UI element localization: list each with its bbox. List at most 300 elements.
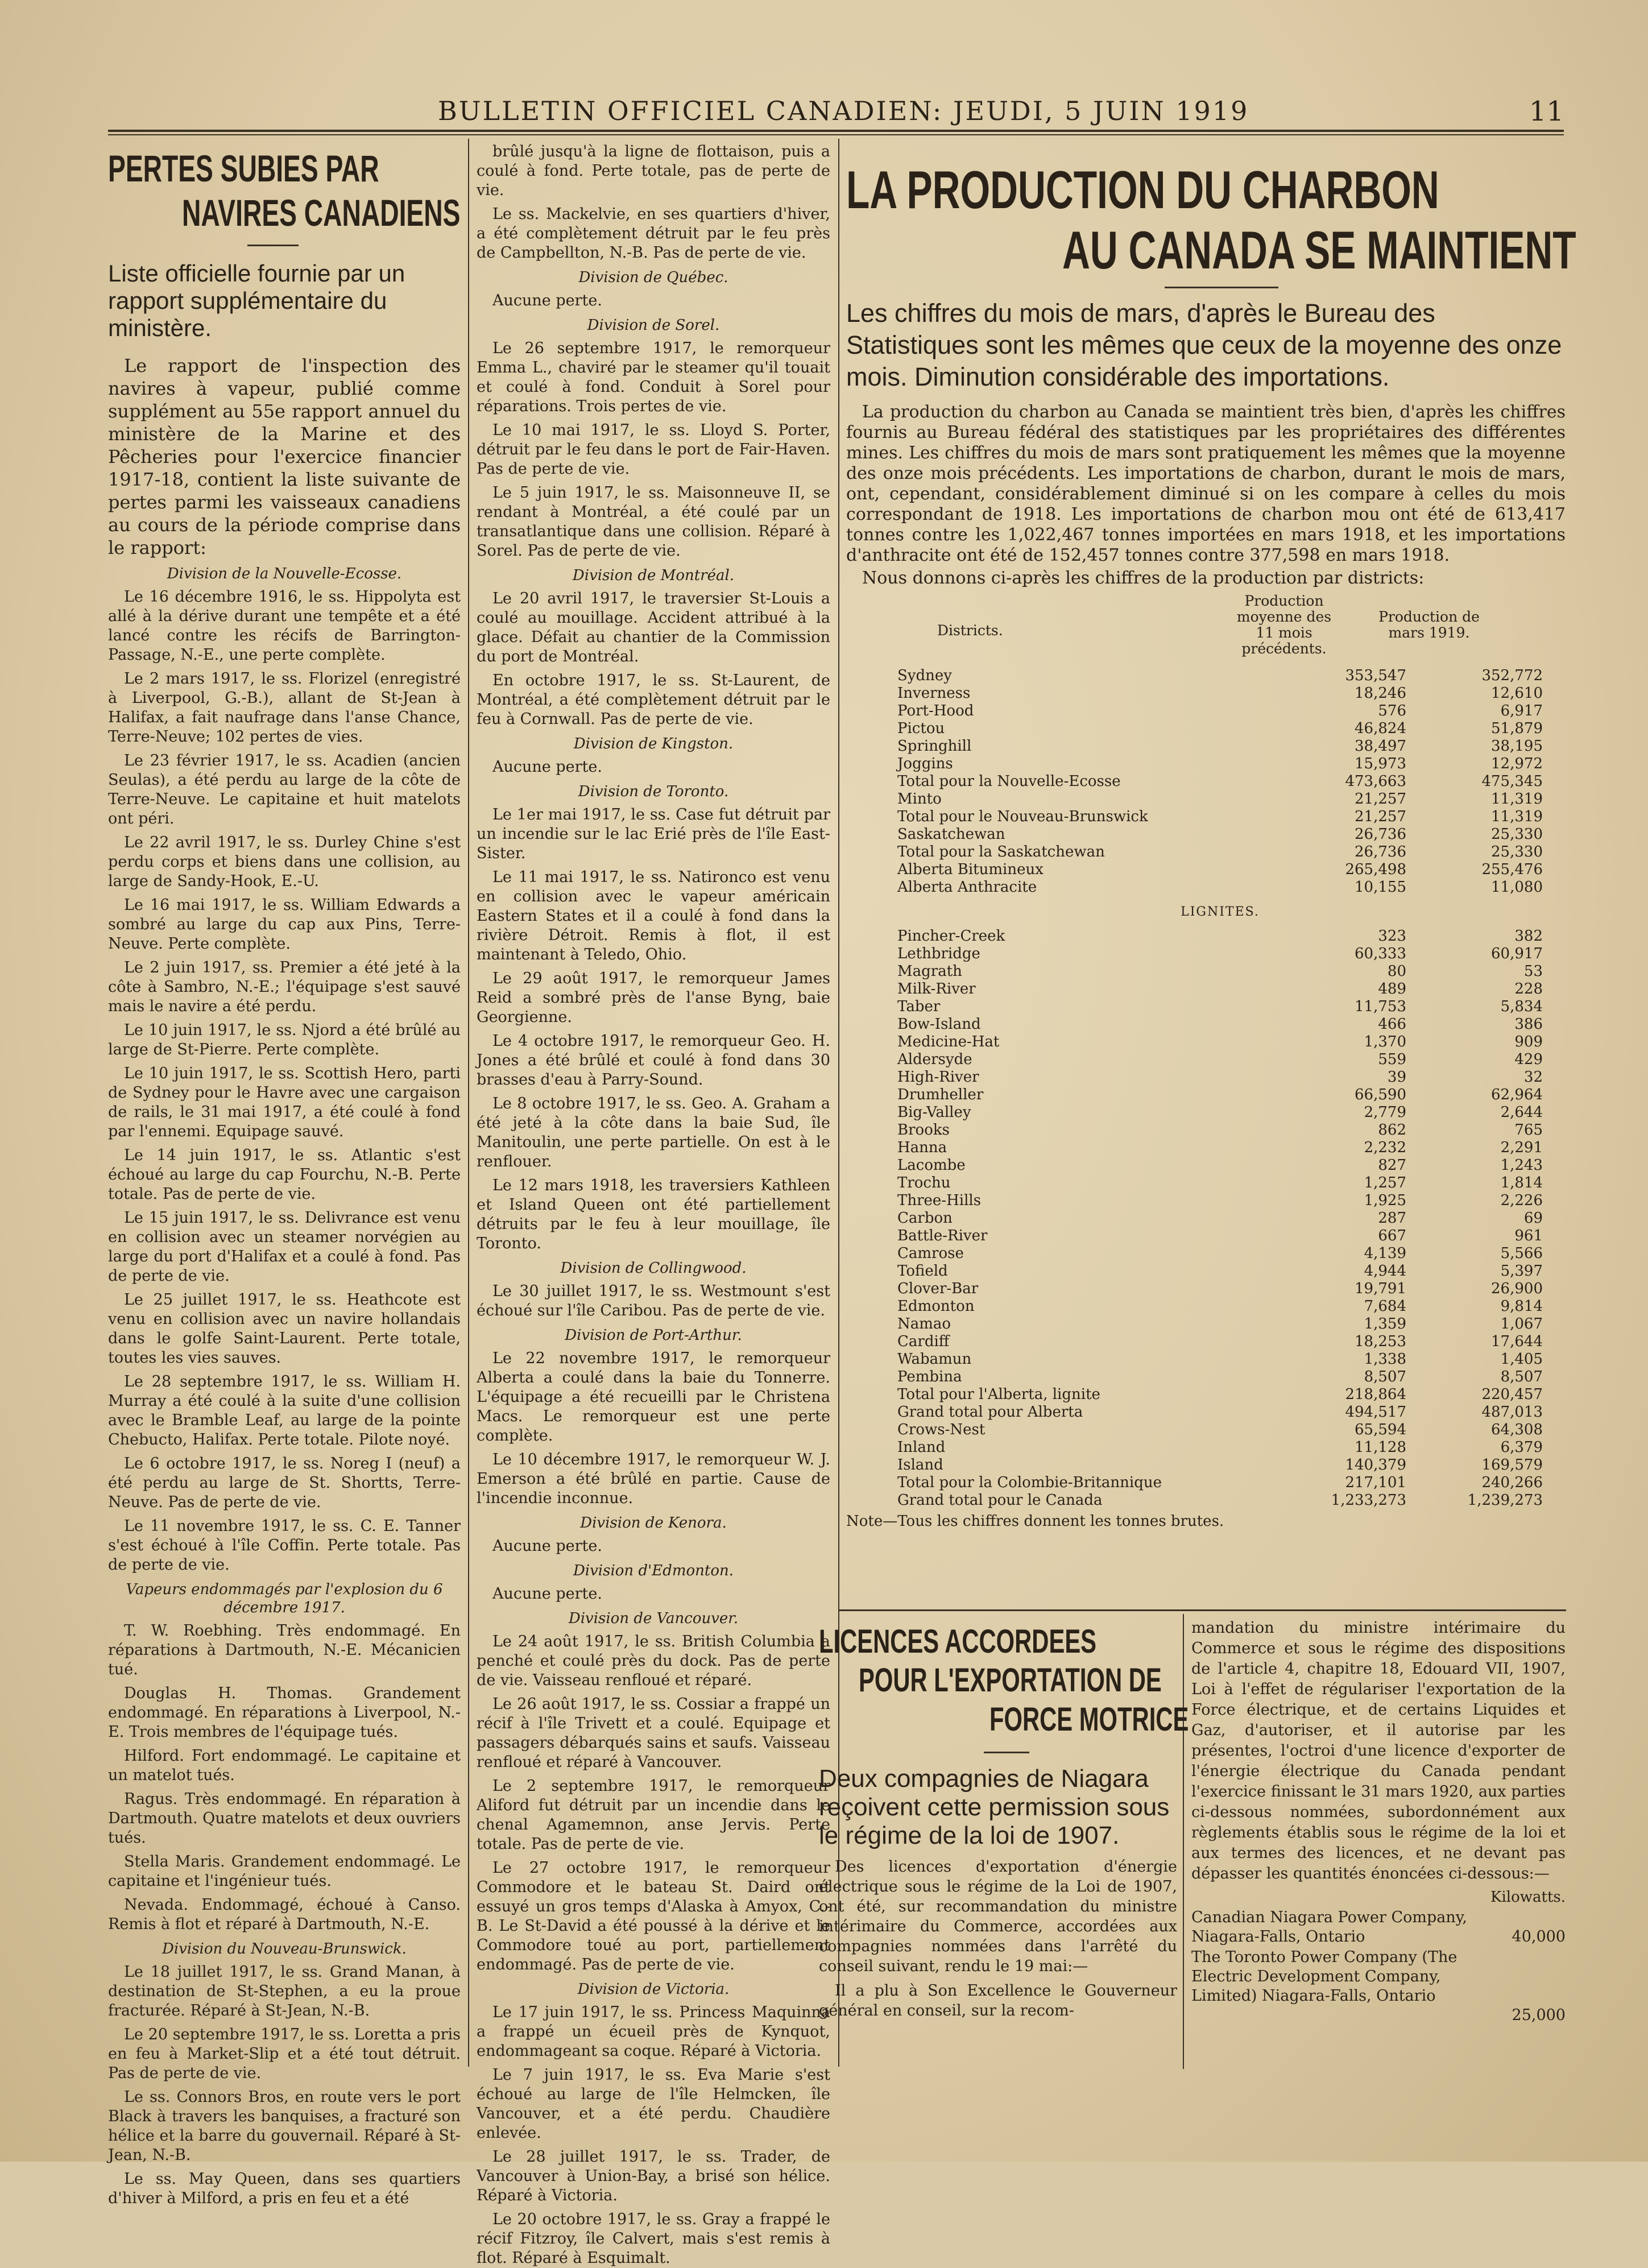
district-cell: Drumheller [897,1086,984,1103]
march-cell: 5,834 [1500,998,1543,1015]
march-cell: 352,772 [1481,667,1543,684]
paragraph: Le 12 mars 1918, les traversiers Kathleen et Island Queen ont été partiellement détruits par le feu à leur mouillage, île Toronto. [477,1177,830,1252]
division-heading: Vapeurs endommagés par l'explosion du 6 décembre 1917. [126,1581,443,1616]
table-row [897,1439,1543,1456]
table-row [897,1051,1543,1069]
table-row [897,1492,1543,1509]
avg-cell: 4,139 [1364,1245,1406,1262]
division-heading: Division de Kingston. [573,735,734,752]
march-cell: 51,879 [1491,720,1543,737]
pertes-headline [108,142,461,245]
avg-cell: 21,257 [1355,808,1406,825]
district-cell: Medicine-Hat [897,1033,1000,1050]
paragraph: Le 10 juin 1917, le ss. Njord a été brûlé au large de St-Pierre. Perte complète. [108,1021,461,1058]
paragraph: Le 2 mars 1917, le ss. Florizel (enregistré à Liverpool, G.-B.), allant de St-Jean à Halifax, a fait naufrage dans l'anse Chance, Terre-Neuve; 102 pertes de vies. [108,670,461,746]
pertes-headline-line1: PERTES SUBIES PAR [108,147,379,189]
district-cell: Battle-River [897,1227,988,1244]
lignites-label: LIGNITES. [1181,905,1260,919]
table-row [897,755,1543,773]
table-row [897,791,1543,808]
district-cell: Cardiff [897,1333,950,1350]
table-row [897,1139,1543,1157]
march-cell: 11,080 [1491,879,1543,896]
district-cell: Taber [897,998,941,1015]
avg-cell: 21,257 [1355,791,1406,808]
paragraph: Le 7 juin 1917, le ss. Eva Marie s'est échoué au large de l'île Helmcken, île Vancouver, et a été perdu. Chaudière enlevée. [477,2066,830,2142]
march-cell: 220,457 [1481,1386,1543,1403]
march-cell: 9,814 [1500,1298,1543,1315]
district-cell: Total pour l'Alberta, lignite [897,1386,1100,1403]
table-row [897,980,1543,998]
district-cell: Aldersyde [897,1051,972,1068]
table-row [897,928,1543,945]
avg-cell: 140,379 [1345,1456,1406,1474]
paragraph: Le 10 juin 1917, le ss. Scottish Hero, parti de Sydney pour le Havre avec une cargaison de rails, le 31 mai 1917, a été coulé à fond par l'ennemi. Equipage sauvé. [108,1065,461,1140]
paragraph: Le 10 mai 1917, le ss. Lloyd S. Porter, détruit par le feu dans le port de Fair-Haven. Pas de perte de vie. [477,421,830,478]
avg-cell: 1,359 [1364,1315,1406,1332]
march-cell: 17,644 [1491,1333,1543,1350]
march-cell: 765 [1514,1121,1543,1139]
district-cell: Grand total pour le Canada [897,1492,1103,1509]
charbon-headline-line1: LA PRODUCTION DU CHARBON [846,160,1439,220]
march-cell: 487,013 [1481,1404,1543,1421]
article-licences-col2 [1191,1618,1566,2073]
paragraph: Le 8 octobre 1917, le ss. Geo. A. Graham a été jeté à la côte dans la baie Sud, île Manitoulin, une perte partielle. On est à le renflouer. [477,1095,830,1170]
division-heading: Division d'Edmonton. [573,1562,734,1579]
district-cell: Springhill [897,738,972,755]
paragraph: Le 23 février 1917, le ss. Acadien (ancien Seulas), a été perdu au large de la côte de Terre-Neuve. Le capitaine et huit matelots ont péri. [108,752,461,827]
pertes-head-rule [247,245,299,246]
charbon-headline [846,142,1576,284]
table-row [897,1104,1543,1121]
table-row [897,1404,1543,1421]
table-row [897,1086,1543,1104]
table-row [897,1368,1543,1386]
march-cell: 6,917 [1500,702,1543,719]
licences-headline-line3: FORCE MOTRICE [989,1701,1189,1738]
district-cell: Lacombe [897,1157,966,1174]
march-cell: 64,308 [1491,1421,1543,1438]
table-row [897,720,1543,738]
avg-cell: 38,497 [1355,738,1406,755]
header-rule-thin [108,134,1564,135]
march-cell: 169,579 [1481,1456,1543,1474]
table-row [897,685,1543,702]
district-cell: Minto [897,791,942,808]
paragraph: Le 24 août 1917, le ss. British Columbia a penché et coulé près du dock. Pas de perte de vie. Vaisseau renfloué et réparé. [477,1633,830,1689]
avg-cell: 11,128 [1355,1439,1406,1456]
table-row [897,1192,1543,1210]
march-cell: 475,345 [1481,773,1543,790]
table-head-avg: Production moyenne des 11 mois précédents. [1236,593,1332,657]
avg-cell: 1,925 [1364,1192,1406,1209]
avg-cell: 827 [1378,1157,1406,1174]
table-row [897,1121,1543,1139]
article-pertes-col2 [477,142,830,2267]
avg-cell: 1,338 [1364,1351,1406,1368]
licence-entry-1-name: Canadian Niagara Power Company, Niagara-Falls, Ontario [1191,1909,1467,1946]
table-head [897,593,1543,667]
table-row [897,1263,1543,1280]
avg-cell: 323 [1378,928,1406,945]
avg-cell: 2,779 [1364,1104,1406,1121]
march-cell: 1,405 [1500,1351,1543,1368]
district-cell: Saskatchewan [897,826,1005,843]
table-row [897,667,1543,685]
district-cell: Three-Hills [897,1192,982,1209]
avg-cell: 217,101 [1345,1474,1406,1491]
paragraph: Le 27 octobre 1917, le remorqueur Commodore et le bateau St. Daird ont essuyé un gros temps d'Alaska à Amyox, C.-B. Le St-David a été poussé à la dérive et le Commodore toué au port, partiellement endommagé. Pas de perte de vie. [477,1859,830,1973]
licence-entry-2-value: 25,000 [1512,2006,1566,2024]
paragraph: Aucune perte. [492,292,602,309]
table-row [897,998,1543,1016]
table-row [897,879,1543,896]
licences-head-rule [984,1752,1029,1753]
district-cell: Inverness [897,685,971,702]
paragraph: Douglas H. Thomas. Grandement endommagé. En réparations à Liverpool, N.-E. Trois membres de l'équipage tués. [108,1685,461,1741]
table-row [897,945,1543,963]
paragraph: Le 11 mai 1917, le ss. Natironco est venu en collision avec le vapeur américain Eastern States et il a coulé à fond dans la rivière Détroit. Remis à flot, il est maintenant à Teledo, Ohio. [477,868,830,963]
division-heading: Division de Vancouver. [568,1610,739,1627]
paragraph: Le 16 décembre 1916, le ss. Hippolyta est allé à la dérive durant une tempête et a été lancé contre les récifs de Barrington-Passage, N.-E., une perte complète. [108,588,461,664]
licence-entry-2 [1191,1948,1566,2024]
paragraph: Le ss. May Queen, dans ses quartiers d'hiver à Milford, a pris en feu et a été [108,2170,461,2207]
paragraph: Aucune perte. [492,758,602,776]
district-cell: Total pour la Colombie-Britannique [897,1474,1162,1491]
charbon-note: Note—Tous les chiffres donnent les tonnes brutes. [846,1513,1224,1530]
paragraph: Le 20 septembre 1917, le ss. Loretta a pris en feu à Market-Slip et a été tout détruit. Pas de perte de vie. [108,2026,461,2082]
paragraph: Le 5 juin 1917, le ss. Maisonneuve II, se rendant à Montréal, a été coulé par un transatlantique dans une collision. Réparé à Sorel. Pas de perte de vie. [477,484,830,560]
paragraph: Aucune perte. [492,1537,602,1555]
paragraph: Le 14 juin 1917, le ss. Atlantic s'est échoué au large du cap Fourchu, N.-B. Perte totale. Pas de perte de vie. [108,1147,461,1203]
licences-headline [819,1618,1189,1746]
division-heading: Division du Nouveau-Brunswick. [162,1940,407,1957]
table-row [897,702,1543,720]
article-licences-col1 [819,1618,1189,2073]
district-cell: Bow-Island [897,1016,981,1033]
paragraph: Nevada. Endommagé, échoué à Canso. Remis à flot et réparé à Dartmouth, N.-E. [108,1896,461,1933]
district-cell: Alberta Anthracite [897,879,1037,896]
march-cell: 1,067 [1500,1315,1543,1332]
district-cell: High-River [897,1069,979,1086]
march-cell: 69 [1523,1210,1543,1227]
avg-cell: 18,253 [1355,1333,1406,1350]
paragraph: T. W. Roebhing. Très endommagé. En réparations à Dartmouth, N.-E. Mécanicien tué. [108,1622,461,1678]
table-row [897,1298,1543,1315]
division-heading: Division de Victoria. [577,1981,730,1998]
march-cell: 53 [1523,963,1543,980]
avg-cell: 353,547 [1345,667,1406,684]
table-row [897,963,1543,980]
district-cell: Hanna [897,1139,947,1156]
division-heading: Division de Port-Arthur. [565,1327,742,1344]
table-row [897,1033,1543,1051]
licences-para3: mandation du ministre intérimaire du Commerce et sous le régime des dispositions de l'article 4, chapitre 18, Edouard VII, 1907, Loi à l'effet de régulariser l'exportation de la Force électrique, et de certains Liquides et Gaz, d'autoriser, et il autorise par les présentes, l'octroi d'une licence d'exporter de l'énergie électrique du Canada pendant l'exercice finissant le 31 mars 1920, aux parties ci-dessous nommées, subordonnément aux règlements établis sous le régime de la loi et aux termes des licences, et ne devant pas dépasser les quantités énoncées ci-dessous:— [1191,1619,1566,1882]
avg-cell: 576 [1378,702,1406,719]
pertes-col2-body [477,142,830,2268]
paragraph: Le 16 mai 1917, le ss. William Edwards a sombré au large du cap aux Pins, Terre-Neuve. Perte complète. [108,896,461,953]
avg-cell: 26,736 [1355,843,1406,860]
production-table [897,593,1543,1509]
paragraph: Le 1er mai 1917, le ss. Case fut détruit par un incendie sur le lac Erié près de l'île East-Sister. [477,806,830,862]
pertes-col1-body [108,565,461,2208]
paragraph: Le 25 juillet 1917, le ss. Heathcote est venu en collision avec un navire hollandais dans le golfe Saint-Laurent. Perte totale, toutes les vies sauves. [108,1291,461,1367]
march-cell: 11,319 [1491,791,1543,808]
paragraph: Le 6 octobre 1917, le ss. Noreg I (neuf) a été perdu au large de St. Shortts, Terre-Neuve. Pas de perte de vie. [108,1455,461,1511]
licences-para2: Il a plu à Son Excellence le Gouverneur général en conseil, sur la recom- [819,1982,1177,2019]
avg-cell: 287 [1378,1210,1406,1227]
table-row [897,1245,1543,1263]
table-row [897,1456,1543,1474]
article-pertes-col1 [108,142,461,2207]
table-row [897,1421,1543,1439]
avg-cell: 46,824 [1355,720,1406,737]
division-heading: Division de la Nouvelle-Ecosse. [167,565,402,582]
march-cell: 6,379 [1500,1439,1543,1456]
march-cell: 62,964 [1491,1086,1543,1103]
district-cell: Pincher-Creek [897,928,1005,945]
paragraph: Le 28 juillet 1917, le ss. Trader, de Vancouver à Union-Bay, a brisé son hélice. Réparé à Victoria. [477,2148,830,2204]
table-row [897,738,1543,755]
avg-cell: 15,973 [1355,755,1406,772]
avg-cell: 494,517 [1345,1404,1406,1421]
district-cell: Pembina [897,1368,962,1385]
march-cell: 1,243 [1500,1157,1543,1174]
march-cell: 25,330 [1491,843,1543,860]
pertes-intro: Le rapport de l'inspection des navires à vapeur, publié comme supplément au 55e rapport annuel du ministère de la Marine et des Pêcheries pour l'exercice financier 1917-18, contient la liste suivante de pertes parmi les vaisseaux canadiens au cours de la période comprise dans le rapport: [108,355,461,558]
paragraph: En octobre 1917, le ss. St-Laurent, de Montréal, a été complètement détruit par le feu à Cornwall. Pas de perte de vie. [477,672,830,728]
table-head-districts: Districts. [937,622,1003,639]
march-cell: 12,610 [1491,685,1543,702]
march-cell: 240,266 [1481,1474,1543,1491]
avg-cell: 19,791 [1355,1280,1406,1297]
header-rule [108,130,1564,132]
avg-cell: 18,246 [1355,685,1406,702]
district-cell: Edmonton [897,1298,975,1315]
table-row [897,1351,1543,1368]
avg-cell: 80 [1387,963,1406,980]
district-cell: Milk-River [897,980,976,998]
pertes-subhead: Liste officielle fournie par un rapport supplémentaire du ministère. [108,260,405,341]
paragraph: Le 30 juillet 1917, le ss. Westmount s'est échoué sur l'île Caribou. Pas de perte de vie. [477,1282,830,1319]
paragraph: Ragus. Très endommagé. En réparation à Dartmouth. Quatre matelots et deux ouvriers tués. [108,1790,461,1847]
table-row [897,826,1543,843]
table-row [897,808,1543,826]
district-cell: Carbon [897,1210,953,1227]
avg-cell: 667 [1378,1227,1406,1244]
licence-entry-1 [1191,1908,1566,1947]
charbon-head-rule [1165,287,1278,288]
district-cell: Inland [897,1439,946,1456]
march-cell: 961 [1514,1227,1543,1244]
avg-cell: 39 [1387,1069,1406,1086]
district-cell: Big-Valley [897,1104,971,1121]
paragraph: Le 4 octobre 1917, le remorqueur Geo. H. Jones a été brûlé et coulé à fond dans 30 brasses d'eau à Parry-Sound. [477,1032,830,1089]
avg-cell: 489 [1378,980,1406,998]
paragraph: Le 18 juillet 1917, le ss. Grand Manan, à destination de St-Stephen, a eu la proue fracturée. Réparé à St-Jean, N.-B. [108,1963,461,2019]
table-row [897,1016,1543,1033]
district-cell: Total pour la Nouvelle-Ecosse [897,773,1121,790]
district-cell: Camrose [897,1245,964,1262]
paragraph: Le ss. Connors Bros, en route vers le port Black à travers les banquises, a fracturé son hélice et la barre du gouvernail. Réparé à St- Jean, N.-B. [108,2088,461,2164]
district-cell: Island [897,1456,943,1474]
division-heading: Division de Montréal. [572,567,735,584]
paragraph: Stella Maris. Grandement endommagé. Le capitaine et l'ingénieur tués. [108,1853,461,1890]
table-row [897,843,1543,861]
charbon-subhead: Les chiffres du mois de mars, d'après le Bureau des Statistiques sont les mêmes que ceux de la moyenne des onze mois. Diminution considérable des importations. [846,299,1562,391]
paragraph: Le 26 août 1917, le ss. Cossiar a frappé un récif à l'île Trivett et a coulé. Equipage et passagers débarqués sains et saufs. Vaisseau renfloué et réparé à Vancouver. [477,1695,830,1771]
district-cell: Magrath [897,963,962,980]
pertes-headline-line2: NAVIRES CANADIENS [182,192,461,234]
paragraph: Le 20 octobre 1917, le ss. Gray a frappé le récif Fitzroy, île Calvert, mais s'est remis à flot. Réparé à Esquimalt. [477,2211,830,2267]
march-cell: 60,917 [1491,945,1543,962]
table-row [897,1210,1543,1227]
march-cell: 429 [1514,1051,1543,1068]
district-cell: Trochu [897,1174,951,1191]
avg-cell: 265,498 [1345,861,1406,878]
table-head-march: Production de mars 1919. [1378,609,1480,641]
avg-cell: 60,333 [1355,945,1406,962]
table-row [897,1474,1543,1492]
paragraph: Le 11 novembre 1917, le ss. C. E. Tanner s'est échoué à l'île Coffin. Perte totale. Pas de perte de vie. [108,1517,461,1574]
avg-cell: 2,232 [1364,1139,1406,1156]
avg-cell: 7,684 [1364,1298,1406,1315]
licences-subhead: Deux compagnies de Niagara reçoivent cette permission sous le régime de la loi de 1907. [819,1765,1170,1849]
licences-headline-line2: POUR L'EXPORTATION DE [859,1662,1162,1699]
avg-cell: 11,753 [1355,998,1406,1015]
avg-cell: 8,507 [1364,1368,1406,1385]
paragraph: Le 28 septembre 1917, le ss. William H. Murray a été coulé à la suite d'une collision avec le Bramble Leaf, au large de la pointe Chebucto, Halifax. Perte totale. Pilote noyé. [108,1373,461,1448]
division-heading: Division de Québec. [578,269,728,286]
avg-cell: 473,663 [1345,773,1406,790]
division-heading: Division de Kenora. [580,1514,727,1532]
paragraph: Le 22 novembre 1917, le remorqueur Alberta a coulé dans la baie du Tonnerre. L'équipage a été recueilli par le Christena Macs. Le remorqueur est une perte complète. [477,1350,830,1445]
march-cell: 382 [1514,928,1543,945]
charbon-para2: Nous donnons ci-après les chiffres de la production par districts: [862,568,1425,588]
avg-cell: 1,370 [1364,1033,1406,1050]
march-cell: 5,397 [1500,1263,1543,1280]
avg-cell: 862 [1378,1121,1406,1139]
district-cell: Pictou [897,720,945,737]
march-cell: 32 [1523,1069,1543,1086]
march-cell: 909 [1514,1033,1543,1050]
paragraph: brûlé jusqu'à la ligne de flottaison, puis a coulé à fond. Perte totale, pas de perte de vie. [477,143,830,199]
production-rows [897,667,1543,1509]
paragraph: Le 22 avril 1917, le ss. Durley Chine s'est perdu corps et biens dans une collision, au large de Sandy-Hook, E.-U. [108,834,461,890]
march-cell: 228 [1514,980,1543,998]
masthead-title: BULLETIN OFFICIEL CANADIEN: JEUDI, 5 JUIN 1919 [438,96,1249,126]
paragraph: Le 10 décembre 1917, le remorqueur W. J. Emerson a été brûlé en partie. Cause de l'incendie inconnue. [477,1451,830,1507]
avg-cell: 1,257 [1364,1174,1406,1191]
avg-cell: 65,594 [1355,1421,1406,1438]
district-cell: Brooks [897,1121,950,1139]
march-cell: 386 [1514,1016,1543,1033]
march-cell: 2,644 [1500,1104,1543,1121]
table-row [897,1386,1543,1404]
paragraph: Le 20 avril 1917, le traversier St-Louis a coulé au mouillage. Accident attribué à la glace. Défait au chantier de la Commission du port de Montréal. [477,590,830,665]
march-cell: 11,319 [1491,808,1543,825]
march-cell: 25,330 [1491,826,1543,843]
avg-cell: 10,155 [1355,879,1406,896]
section-rule [839,1609,1566,1611]
licence-entry-2-name: The Toronto Power Company (The Electric Development Company, Limited) Niagara-Falls, Ontario [1191,1948,1457,2005]
column-rule-1 [468,139,469,2067]
paragraph: Aucune perte. [492,1585,602,1603]
table-row [897,1280,1543,1298]
column-rule-3 [1183,1614,1184,2069]
kilowatts-label: Kilowatts. [1490,1889,1566,1906]
avg-cell: 66,590 [1355,1086,1406,1103]
district-cell: Tofield [897,1263,948,1280]
march-cell: 5,566 [1500,1245,1543,1262]
paragraph: Le ss. Mackelvie, en ses quartiers d'hiver, a été complètement détruit par le feu près de Campbellton, N.-B. Pas de perte de vie. [477,205,830,262]
district-cell: Total pour le Nouveau-Brunswick [897,808,1148,825]
district-cell: Port-Hood [897,702,974,719]
article-charbon [846,142,1576,1607]
march-cell: 38,195 [1491,738,1543,755]
march-cell: 255,476 [1481,861,1543,878]
march-cell: 26,900 [1491,1280,1543,1297]
district-cell: Clover-Bar [897,1280,979,1297]
page-number: 11 [1529,96,1564,127]
table-row [897,1333,1543,1351]
division-heading: Division de Sorel. [587,317,720,334]
paragraph: Le 17 juin 1917, le ss. Princess Maquinna a frappé un écueil près de Kynquot, endommageant sa coque. Réparé à Victoria. [477,2004,830,2060]
table-row [897,1315,1543,1333]
district-cell: Sydney [897,667,952,684]
paragraph: Le 2 septembre 1917, le remorqueur Aliford fut détruit par un incendie dans le chenal Agamemnon, anse Jervis. Perte totale. Pas de perte de vie. [477,1777,830,1853]
paragraph: Le 15 juin 1917, le ss. Delivrance est venu en collision avec un steamer norvégien au large du port d'Halifax et a coulé à fond. Pas de perte de vie. [108,1209,461,1285]
district-cell: Lethbridge [897,945,980,962]
paragraph: Hilford. Fort endommagé. Le capitaine et un matelot tués. [108,1747,461,1784]
avg-cell: 1,233,273 [1331,1492,1406,1509]
charbon-para1: La production du charbon au Canada se maintient très bien, d'après les chiffres fournis au Bureau fédéral des statistiques par les propriétaires des différentes mines. Les chiffres du mois de mars sont pratiquement les mêmes que la moyenne des onze mois précédents. Les importations de charbon, durant le mois de mars, ont, cependant, considérablement diminué si on les compare à celles du mois correspondant de 1918. Les importations de charbon mou ont été de 613,417 tonnes contre les 1,022,467 tonnes importées en mars 1918, et les importations d'anthracite ont été de 152,457 tonnes contre 377,598 en mars 1918. [846,402,1566,565]
march-cell: 2,226 [1500,1192,1543,1209]
table-row [897,1157,1543,1174]
district-cell: Total pour la Saskatchewan [897,843,1105,860]
licences-headline-line1: LICENCES ACCORDEES [819,1623,1097,1660]
division-heading: Division de Toronto. [578,783,729,800]
march-cell: 1,814 [1500,1174,1543,1191]
table-row [897,1174,1543,1192]
paragraph: Le 29 août 1917, le remorqueur James Reid a sombré près de l'anse Byng, baie Georgienne. [477,970,830,1026]
march-cell: 2,291 [1500,1139,1543,1156]
table-row [897,1069,1543,1086]
table-row [897,861,1543,879]
licence-entry-1-value: 40,000 [1512,1928,1566,1946]
division-heading: Division de Collingwood. [560,1260,747,1277]
table-row [897,773,1543,791]
district-cell: Wabamun [897,1351,972,1368]
paragraph: Le 26 septembre 1917, le remorqueur Emma L., chaviré par le steamer qu'il touait et coulé à fond. Conduit à Sorel pour réparations. Trois pertes de vie. [477,340,830,415]
district-cell: Namao [897,1315,951,1332]
district-cell: Alberta Bitumineux [897,861,1044,878]
avg-cell: 26,736 [1355,826,1406,843]
paragraph: Le 2 juin 1917, ss. Premier a été jeté à la côte à Sambro, N.-E.; l'équipage s'est sauvé mais le navire a été perdu. [108,959,461,1015]
avg-cell: 466 [1378,1016,1406,1033]
march-cell: 12,972 [1491,755,1543,772]
licences-para1: Des licences d'exportation d'énergie électrique sous le régime de la Loi de 1907, ont été, sur recommandation du ministre intérimaire du Commerce, accordées aux compagnies nommées dans l'arrêté du conseil suivant, rendu le 19 mai:— [819,1858,1177,1975]
avg-cell: 218,864 [1345,1386,1406,1403]
charbon-headline-line2: AU CANADA SE MAINTIENT [1062,220,1576,280]
district-cell: Crows-Nest [897,1421,986,1438]
avg-cell: 4,944 [1364,1263,1406,1280]
table-row [897,1227,1543,1245]
avg-cell: 559 [1378,1051,1406,1068]
district-cell: Grand total pour Alberta [897,1404,1083,1421]
march-cell: 8,507 [1500,1368,1543,1385]
march-cell: 1,239,273 [1467,1492,1543,1509]
